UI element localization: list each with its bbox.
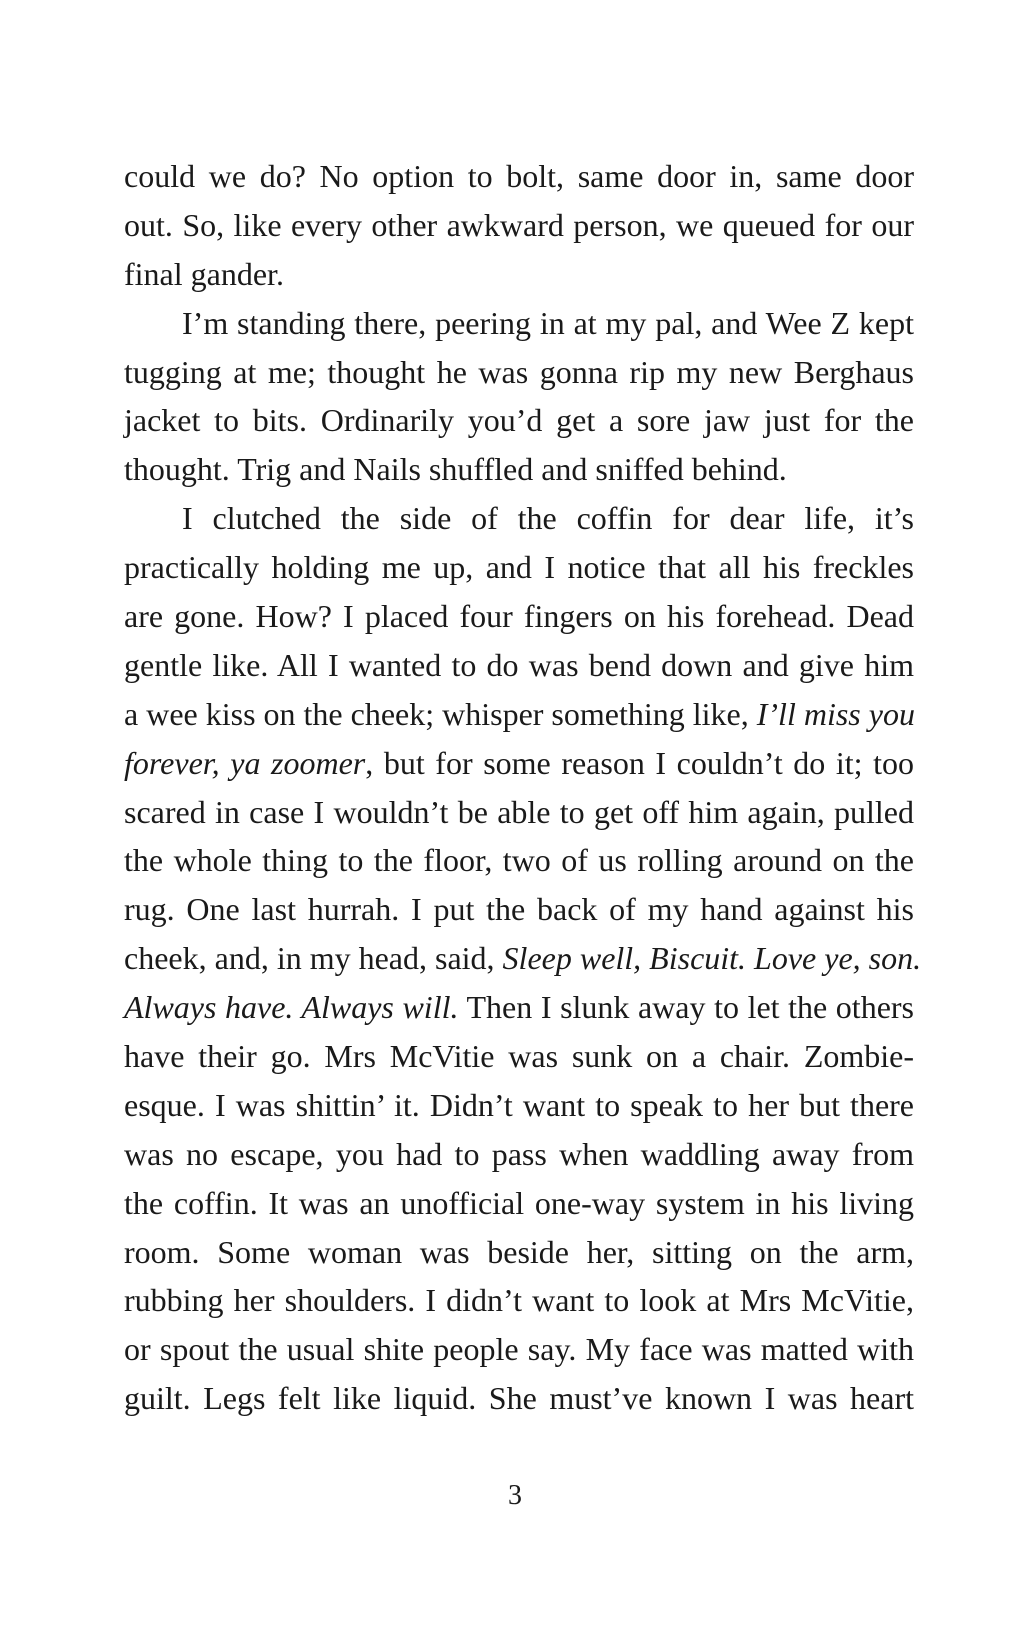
text-line bbox=[124, 836, 914, 885]
text-line bbox=[124, 543, 914, 592]
text-line bbox=[124, 739, 914, 788]
text-run: have their go. Mrs McVitie was sunk on a chair. Zombie- bbox=[124, 1038, 914, 1075]
text-line bbox=[124, 592, 914, 641]
text-run: could we do? No option to bolt, same door in, same door bbox=[124, 158, 914, 194]
text-line bbox=[124, 1276, 914, 1325]
text-line bbox=[124, 1032, 914, 1081]
italic-text: Sleep well, Biscuit. Love ye, son. bbox=[502, 940, 922, 977]
text-line bbox=[124, 690, 914, 739]
page-number: 3 bbox=[508, 1480, 522, 1511]
text-line bbox=[124, 934, 922, 983]
text-line bbox=[124, 201, 914, 250]
text-run: out. So, like every other awkward person, we queued for our bbox=[124, 206, 914, 243]
text-run: the coffin. It was an unofficial one-way system in his living bbox=[124, 1184, 914, 1221]
text-run: practically holding me up, and I notice that all his freckles bbox=[124, 549, 914, 586]
text-run: I clutched the side of the coffin for dear life, it’s bbox=[182, 500, 914, 537]
text-line bbox=[124, 250, 914, 299]
paragraph bbox=[124, 299, 914, 495]
text-run: rubbing her shoulders. I didn’t want to look at Mrs McVitie, bbox=[124, 1282, 914, 1319]
text-run: thought. Trig and Nails shuffled and sniffed behind. bbox=[124, 451, 787, 488]
text-line bbox=[124, 641, 914, 690]
text-run: Then I slunk away to let the others bbox=[458, 989, 915, 1026]
text-line bbox=[124, 494, 914, 543]
text-line bbox=[124, 1228, 914, 1277]
paragraph bbox=[124, 152, 914, 299]
text-run: I’m standing there, peering in at my pal, and Wee Z kept bbox=[182, 304, 914, 341]
text-line bbox=[124, 1325, 914, 1374]
text-run: esque. I was shittin’ it. Didn’t want to speak to her but there bbox=[124, 1086, 914, 1123]
text-run: tugging at me; thought he was gonna rip my new Berghaus bbox=[124, 353, 914, 390]
text-line bbox=[124, 152, 914, 201]
text-run: guilt. Legs felt like liquid. She must’ve known I was heart bbox=[124, 1380, 914, 1417]
text-run: or spout the usual shite people say. My face was matted with bbox=[124, 1331, 914, 1368]
text-run: the whole thing to the floor, two of us rolling around on the bbox=[124, 842, 914, 879]
text-run: final gander. bbox=[124, 255, 284, 292]
text-run: was no escape, you had to pass when waddling away from bbox=[124, 1135, 914, 1172]
text-line bbox=[124, 788, 914, 837]
text-line bbox=[124, 445, 914, 494]
text-line bbox=[124, 1374, 914, 1423]
text-line bbox=[124, 1179, 914, 1228]
text-run: are gone. How? I placed four fingers on his forehead. Dead bbox=[124, 598, 914, 635]
text-line bbox=[124, 1130, 914, 1179]
text-line bbox=[124, 983, 914, 1032]
text-run: a wee kiss on the cheek; whisper something like, bbox=[124, 695, 757, 732]
text-line bbox=[124, 299, 914, 348]
text-run: rug. One last hurrah. I put the back of my hand against his bbox=[124, 891, 914, 928]
text-run: scared in case I wouldn’t be able to get off him again, pulled bbox=[124, 793, 914, 830]
italic-text: I’ll miss you bbox=[756, 695, 915, 732]
text-line bbox=[124, 348, 914, 397]
text-line bbox=[124, 1081, 914, 1130]
text-run: cheek, and, in my head, said, bbox=[124, 940, 503, 977]
italic-text: forever, ya zoomer bbox=[124, 744, 366, 781]
italic-text: Always have. Always will. bbox=[124, 989, 459, 1026]
body-text bbox=[124, 152, 922, 1423]
text-run: gentle like. All I wanted to do was bend down and give him bbox=[124, 646, 914, 683]
text-line bbox=[124, 396, 914, 445]
text-run: room. Some woman was beside her, sitting on the arm, bbox=[124, 1233, 914, 1270]
text-run: jacket to bits. Ordinarily you’d get a sore jaw just for the bbox=[124, 402, 914, 439]
paragraph bbox=[124, 494, 922, 1423]
text-run: , but for some reason I couldn’t do it; too bbox=[365, 744, 914, 781]
text-line bbox=[124, 885, 914, 934]
